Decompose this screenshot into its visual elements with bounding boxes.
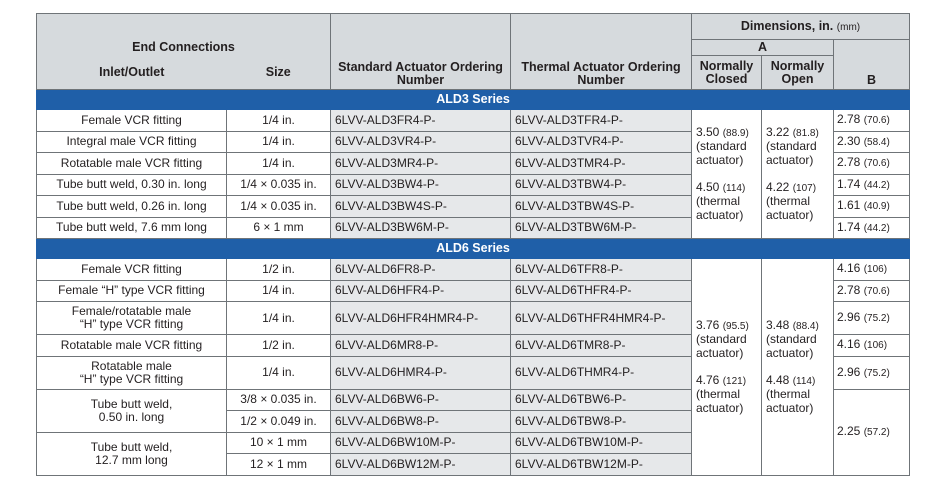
b-dimension-cell: 2.78 (70.6) xyxy=(834,110,910,132)
thermal-ordering-number: 6LVV-ALD6THMR4-P- xyxy=(511,356,692,389)
thermal-ordering-number: 6LVV-ALD6THFR4HMR4-P- xyxy=(511,302,692,335)
dimensions-label: Dimensions, in. xyxy=(740,18,834,33)
standard-ordering-header xyxy=(331,14,511,90)
connection-cell: Tube butt weld, 7.6 mm long xyxy=(37,217,227,239)
thermal-ordering-number: 6LVV-ALD6TBW6-P- xyxy=(511,389,692,411)
dimensions-header xyxy=(692,14,910,40)
standard-ordering-number: 6LVV-ALD6BW6-P- xyxy=(331,389,511,411)
connection-cell: Tube butt weld, 0.26 in. long xyxy=(37,196,227,218)
b-dimension-cell: 1.61 (40.9) xyxy=(834,196,910,218)
standard-ordering-number: 6LVV-ALD3FR4-P- xyxy=(331,110,511,132)
size-cell: 12 × 1 mm xyxy=(227,454,331,476)
standard-ordering-number: 6LVV-ALD3VR4-P- xyxy=(331,131,511,153)
standard-ordering-number: 6LVV-ALD3BW4-P- xyxy=(331,174,511,196)
b-dimension-cell: 1.74 (44.2) xyxy=(834,217,910,239)
thermal-ordering-label: Thermal Actuator Ordering Number xyxy=(521,60,681,87)
thermal-ordering-number: 6LVV-ALD3TBW4S-P- xyxy=(511,196,692,218)
size-cell: 10 × 1 mm xyxy=(227,432,331,454)
connection-cell: Rotatable male VCR fitting xyxy=(37,335,227,357)
standard-ordering-number: 6LVV-ALD6HFR4-P- xyxy=(331,280,511,302)
dimension-a-header: A xyxy=(692,40,834,56)
standard-ordering-number: 6LVV-ALD6BW8-P- xyxy=(331,411,511,433)
thermal-ordering-number: 6LVV-ALD6TBW10M-P- xyxy=(511,432,692,454)
ald6-normally-open-dimensions: 3.48 (88.4) (standard actuator) 4.48 (114) (thermal actuator) xyxy=(762,259,834,476)
b-dimension-cell: 1.74 (44.2) xyxy=(834,174,910,196)
series-row-ald6 xyxy=(37,239,910,259)
connection-cell: Tube butt weld, 12.7 mm long xyxy=(37,432,227,475)
series-row-ald3 xyxy=(37,90,910,110)
thermal-ordering-header xyxy=(511,14,692,90)
b-dimension-cell: 4.16 (106) xyxy=(834,259,910,281)
table-header xyxy=(37,14,910,90)
dimension-b-header: B xyxy=(834,40,910,90)
connection-cell: Female VCR fitting xyxy=(37,259,227,281)
b-dimension-cell: 2.96 (75.2) xyxy=(834,302,910,335)
size-cell: 1/4 in. xyxy=(227,153,331,175)
thermal-ordering-number: 6LVV-ALD3TVR4-P- xyxy=(511,131,692,153)
standard-ordering-number: 6LVV-ALD3BW4S-P- xyxy=(331,196,511,218)
connection-cell: Tube butt weld, 0.30 in. long xyxy=(37,174,227,196)
size-cell: 1/4 in. xyxy=(227,302,331,335)
size-cell: 3/8 × 0.035 in. xyxy=(227,389,331,411)
ald3-normally-closed-dimensions: 3.50 (88.9) (standard actuator) 4.50 (114) (thermal actuator) xyxy=(692,110,762,239)
connection-cell: Integral male VCR fitting xyxy=(37,131,227,153)
thermal-ordering-number: 6LVV-ALD6TBW12M-P- xyxy=(511,454,692,476)
standard-ordering-number: 6LVV-ALD6HFR4HMR4-P- xyxy=(331,302,511,335)
size-cell: 1/4 in. xyxy=(227,280,331,302)
series-title-ald3: ALD3 Series xyxy=(37,90,910,110)
ald6-normally-closed-dimensions: 3.76 (95.5) (standard actuator) 4.76 (121) (thermal actuator) xyxy=(692,259,762,476)
ald3-normally-open-dimensions: 3.22 (81.8) (standard actuator) 4.22 (107) (thermal actuator) xyxy=(762,110,834,239)
size-cell: 1/4 × 0.035 in. xyxy=(227,196,331,218)
thermal-ordering-number: 6LVV-ALD6THFR4-P- xyxy=(511,280,692,302)
size-cell: 1/2 × 0.049 in. xyxy=(227,411,331,433)
connection-cell: Female “H” type VCR fitting xyxy=(37,280,227,302)
connection-cell: Rotatable male VCR fitting xyxy=(37,153,227,175)
size-cell: 1/2 in. xyxy=(227,259,331,281)
size-cell: 1/4 in. xyxy=(227,356,331,389)
standard-ordering-number: 6LVV-ALD6FR8-P- xyxy=(331,259,511,281)
size-cell: 1/4 in. xyxy=(227,131,331,153)
size-cell: 1/2 in. xyxy=(227,335,331,357)
dimensions-unit: (mm) xyxy=(836,21,861,33)
thermal-ordering-number: 6LVV-ALD3TBW4-P- xyxy=(511,174,692,196)
connection-cell: Tube butt weld, 0.50 in. long xyxy=(37,389,227,432)
thermal-ordering-number: 6LVV-ALD3TMR4-P- xyxy=(511,153,692,175)
table-row xyxy=(37,259,910,281)
normally-open-header: Normally Open xyxy=(762,56,834,90)
b-dimension-cell: 2.78 (70.6) xyxy=(834,153,910,175)
size-cell: 6 × 1 mm xyxy=(227,217,331,239)
b-dimension-cell: 2.25 (57.2) xyxy=(834,389,910,475)
standard-ordering-number: 6LVV-ALD3BW6M-P- xyxy=(331,217,511,239)
thermal-ordering-number: 6LVV-ALD6TBW8-P- xyxy=(511,411,692,433)
thermal-ordering-number: 6LVV-ALD6TFR8-P- xyxy=(511,259,692,281)
connection-cell: Female/rotatable male “H” type VCR fitting xyxy=(37,302,227,335)
ordering-table-container xyxy=(36,13,909,476)
inlet-outlet-header: Inlet/Outlet xyxy=(37,56,227,90)
size-cell: 1/4 in. xyxy=(227,110,331,132)
end-connections-header: End Connections xyxy=(37,14,331,56)
b-dimension-cell: 4.16 (106) xyxy=(834,335,910,357)
thermal-ordering-number: 6LVV-ALD3TFR4-P- xyxy=(511,110,692,132)
ordering-table xyxy=(36,13,910,476)
thermal-ordering-number: 6LVV-ALD3TBW6M-P- xyxy=(511,217,692,239)
b-dimension-cell: 2.78 (70.6) xyxy=(834,280,910,302)
series-title-ald6: ALD6 Series xyxy=(37,239,910,259)
standard-ordering-number: 6LVV-ALD3MR4-P- xyxy=(331,153,511,175)
size-cell: 1/4 × 0.035 in. xyxy=(227,174,331,196)
standard-ordering-number: 6LVV-ALD6BW12M-P- xyxy=(331,454,511,476)
size-header: Size xyxy=(227,56,331,90)
b-dimension-cell: 2.30 (58.4) xyxy=(834,131,910,153)
b-dimension-cell: 2.96 (75.2) xyxy=(834,356,910,389)
normally-closed-header: Normally Closed xyxy=(692,56,762,90)
thermal-ordering-number: 6LVV-ALD6TMR8-P- xyxy=(511,335,692,357)
standard-ordering-number: 6LVV-ALD6MR8-P- xyxy=(331,335,511,357)
standard-ordering-number: 6LVV-ALD6BW10M-P- xyxy=(331,432,511,454)
connection-cell: Female VCR fitting xyxy=(37,110,227,132)
connection-cell: Rotatable male “H” type VCR fitting xyxy=(37,356,227,389)
standard-ordering-number: 6LVV-ALD6HMR4-P- xyxy=(331,356,511,389)
table-row xyxy=(37,110,910,132)
standard-ordering-label: Standard Actuator Ordering Number xyxy=(338,60,503,87)
